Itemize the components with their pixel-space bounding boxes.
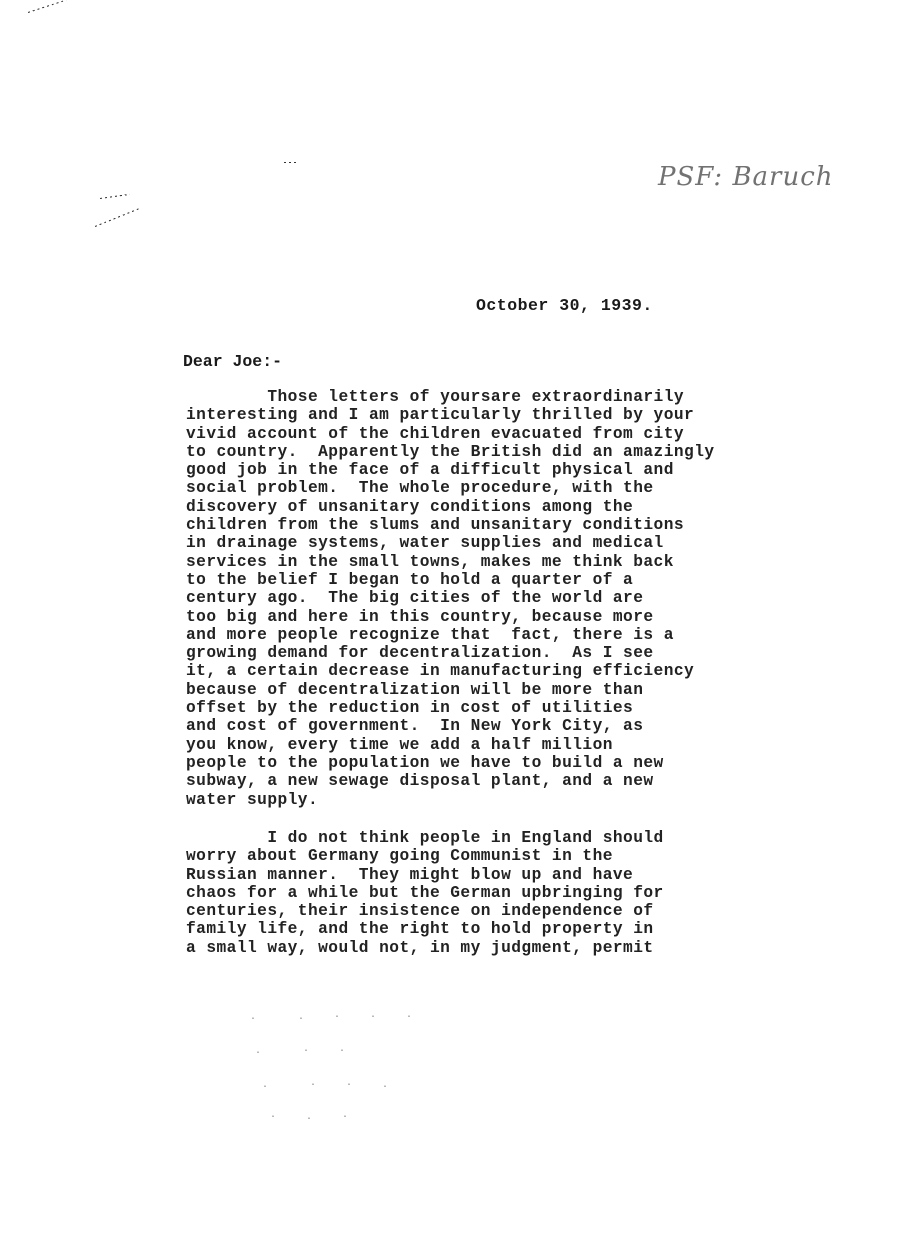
letter-date: October 30, 1939. (476, 296, 653, 315)
bleed-through-marks: . . · · · (250, 1012, 419, 1023)
text-line: vivid account of the children evacuated from city (186, 424, 685, 443)
text-line: and cost of government. In New York City, as (186, 717, 644, 736)
stray-pen-mark-top (28, 0, 66, 13)
text-line: Russian manner. They might blow up and have (186, 865, 634, 884)
text-line: Those letters of yoursare extraordinarily (186, 388, 685, 406)
handwritten-file-annotation: PSF: Baruch (658, 162, 834, 192)
text-line: worry about Germany going Communist in the (186, 847, 613, 866)
text-line: centuries, their insistence on independence of (186, 902, 654, 921)
text-line: services in the small towns, makes me think back (186, 552, 674, 571)
text-line: a small way, would not, in my judgment, permit (186, 938, 654, 957)
text-line: it, a certain decrease in manufacturing efficiency (186, 662, 695, 681)
bleed-through-marks: · . · (270, 1112, 355, 1123)
text-line: family life, and the right to hold property in (186, 920, 654, 939)
stray-pen-mark-left-small (100, 194, 130, 199)
text-line: social problem. The whole procedure, with the (186, 479, 654, 498)
bleed-through-marks: . · · (255, 1046, 352, 1057)
text-line: you know, every time we add a half million (186, 735, 613, 754)
stray-mark-center (284, 162, 298, 163)
text-line: good job in the face of a difficult physical and (186, 461, 674, 480)
text-line: people to the population we have to build a new (186, 753, 664, 772)
letter-salutation: Dear Joe:- (183, 352, 283, 371)
text-line: offset by the reduction in cost of utilities (186, 699, 634, 718)
stray-pen-mark-left (95, 208, 140, 227)
text-line: chaos for a while but the German upbringing for (186, 883, 664, 902)
text-line: discovery of unsanitary conditions among the (186, 497, 634, 516)
text-line: to the belief I began to hold a quarter of a (186, 570, 634, 589)
text-line: too big and here in this country, because more (186, 607, 654, 626)
text-line: because of decentralization will be more than (186, 680, 644, 699)
text-line: interesting and I am particularly thrilled by your (186, 406, 695, 425)
text-line: water supply. (186, 790, 319, 809)
text-line: to country. Apparently the British did an amazingly (186, 442, 715, 461)
bleed-through-marks: . · · . (262, 1080, 395, 1091)
text-line: children from the slums and unsanitary conditions (186, 516, 685, 535)
text-line: and more people recognize that fact, there is a (186, 625, 674, 644)
text-line: subway, a new sewage disposal plant, and a new (186, 772, 654, 791)
text-line: I do not think people in England should (186, 829, 664, 847)
body-paragraph-1 (186, 388, 786, 809)
text-line: growing demand for decentralization. As I see (186, 644, 654, 663)
text-line: century ago. The big cities of the world are (186, 589, 644, 608)
body-paragraph-2 (186, 829, 786, 957)
text-line: in drainage systems, water supplies and medical (186, 534, 664, 553)
